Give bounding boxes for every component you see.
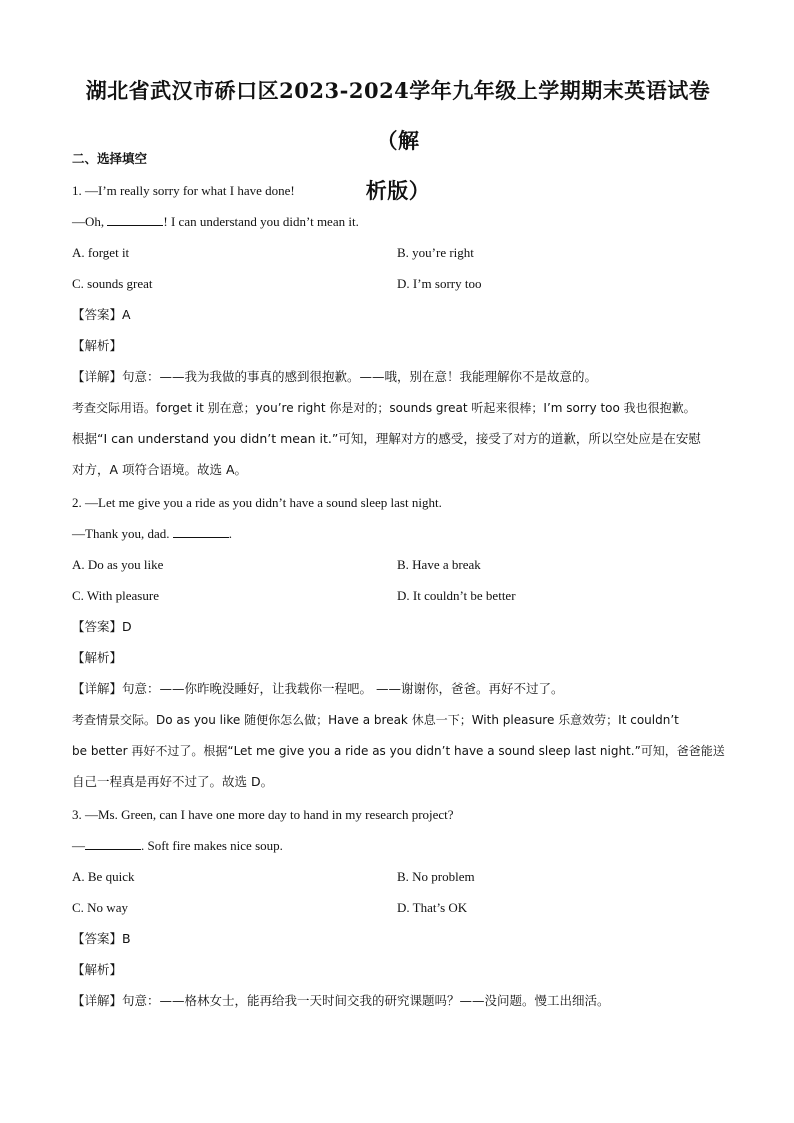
q3-response: — . Soft fire makes nice soup.: [72, 838, 283, 853]
q2-detail-4: 自己一程真是再好不过了。故选 D。: [72, 774, 274, 789]
q3-option-c: C. No way: [72, 900, 128, 915]
q1-analysis-label: 【解析】: [72, 338, 123, 353]
q3-option-d: D. That’s OK: [397, 900, 468, 915]
title-line-2: 析版）: [365, 178, 431, 203]
q1-detail-2: 考查交际用语。forget it 别在意；you’re right 你是对的；sounds great 听起来很棒；I’m sorry too 我也很抱歉。: [72, 401, 696, 415]
q1-prompt: 1. —I’m really sorry for what I have done!: [72, 183, 295, 198]
q2-option-a: A. Do as you like: [72, 557, 164, 572]
q1-blank: [107, 213, 163, 226]
q2-prompt: 2. —Let me give you a ride as you didn’t have a sound sleep last night.: [72, 495, 442, 510]
q1-option-b: B. you’re right: [397, 245, 474, 260]
title-line-1: 湖北省武汉市硚口区2023-2024学年九年级上学期期末英语试卷（解: [85, 78, 711, 153]
q3-option-a: A. Be quick: [72, 869, 135, 884]
q3-answer: 【答案】B: [72, 931, 131, 946]
q3-blank: [85, 837, 141, 850]
q2-blank: [173, 525, 229, 538]
q1-detail-4: 对方，A 项符合语境。故选 A。: [72, 462, 248, 477]
section-heading: 二、选择填空: [72, 151, 148, 166]
q2-answer: 【答案】D: [72, 619, 132, 634]
q2-detail-2: 考查情景交际。Do as you like 随便你怎么做；Have a break 休息一下；With pleasure 乐意效劳；It couldn’t: [72, 713, 679, 727]
q2-analysis-label: 【解析】: [72, 650, 123, 665]
q1-option-a: A. forget it: [72, 245, 130, 260]
q2-detail-1: 【详解】句意：——你昨晚没睡好，让我载你一程吧。 ——谢谢你，爸爸。再好不过了。: [72, 681, 564, 696]
q3-analysis-label: 【解析】: [72, 962, 123, 977]
q1-response: —Oh, ! I can understand you didn’t mean it.: [72, 214, 359, 229]
q2-option-d: D. It couldn’t be better: [397, 588, 516, 603]
q2-option-b: B. Have a break: [397, 557, 481, 572]
q1-option-d: D. I’m sorry too: [397, 276, 482, 291]
q2-option-c: C. With pleasure: [72, 588, 159, 603]
q2-response: —Thank you, dad. .: [72, 526, 232, 541]
q1-detail-1: 【详解】句意：——我为我做的事真的感到很抱歉。——哦，别在意！我能理解你不是故意的。: [72, 369, 598, 384]
q1-option-c: C. sounds great: [72, 276, 153, 291]
q3-detail-1: 【详解】句意：——格林女士，能再给我一天时间交我的研究课题吗？——没问题。慢工出细活。: [72, 993, 610, 1008]
q1-answer: 【答案】A: [72, 307, 131, 322]
q3-option-b: B. No problem: [397, 869, 475, 884]
q3-prompt: 3. —Ms. Green, can I have one more day to hand in my research project?: [72, 807, 454, 822]
q2-detail-3: be better 再好不过了。根据“Let me give you a ride as you didn’t have a sound sleep last night.”可知，爸爸能送: [72, 744, 725, 758]
q1-detail-3: 根据“I can understand you didn’t mean it.”可知，理解对方的感受，接受了对方的道歉，所以空处应是在安慰: [72, 431, 701, 446]
